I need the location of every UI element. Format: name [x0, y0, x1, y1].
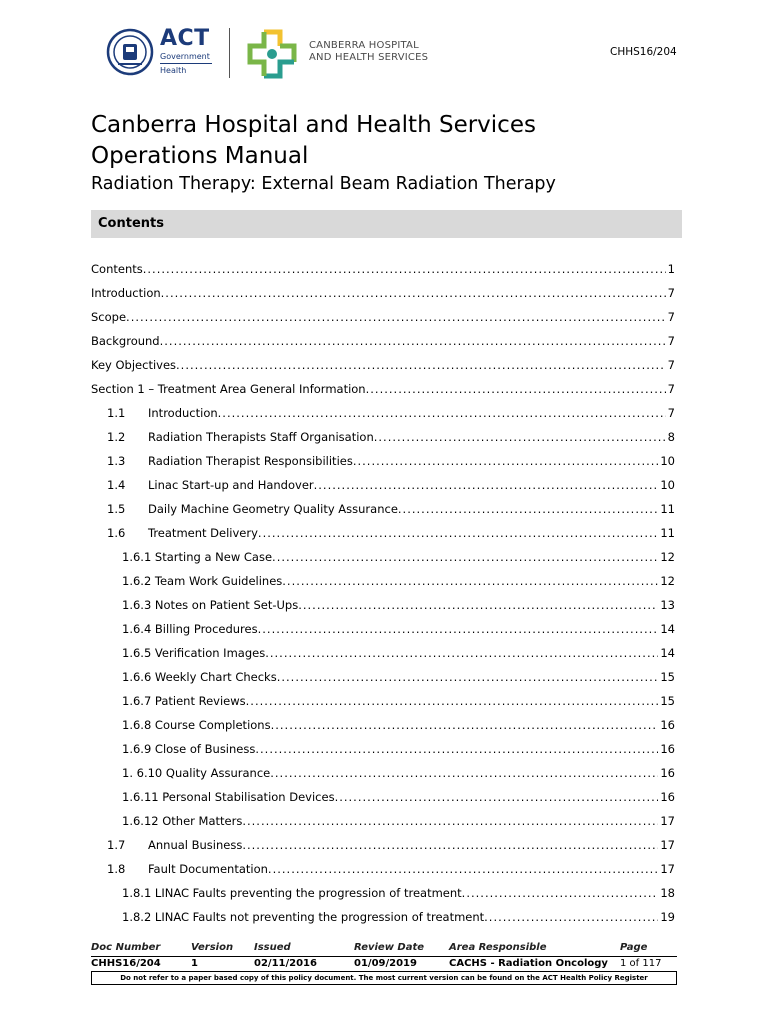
toc-entry-page: 11 [660, 526, 675, 540]
toc-entry-label: Fault Documentation [148, 862, 268, 876]
toc-entry-page: 17 [660, 862, 675, 876]
footer-review-date: 01/09/2019 [354, 958, 417, 969]
toc-entry[interactable] [91, 547, 675, 571]
footer-values-row [91, 956, 677, 970]
toc-entry[interactable] [91, 571, 675, 595]
footer-header-issued: Issued [254, 942, 291, 953]
toc-entry-label: 1.6.11 Personal Stabilisation Devices [122, 790, 335, 804]
chs-logo-line1: CANBERRA HOSPITAL [309, 40, 419, 51]
toc-entry-number: 1.6 [107, 526, 126, 540]
toc-dot-leader [143, 259, 666, 279]
toc-dot-leader [218, 403, 666, 423]
toc-entry[interactable] [91, 739, 675, 763]
footer-header-row [91, 940, 677, 956]
footer-area-responsible: CACHS - Radiation Oncology [449, 958, 608, 969]
toc-entry-page: 16 [660, 790, 675, 804]
toc-entry-page: 11 [660, 502, 675, 516]
toc-entry[interactable] [91, 691, 675, 715]
toc-entry-label: Contents [91, 262, 143, 276]
footer-header-review-date: Review Date [354, 942, 425, 953]
toc-dot-leader [242, 835, 658, 855]
toc-entry-label: Introduction [148, 406, 218, 420]
toc-entry[interactable] [91, 403, 675, 427]
toc-entry[interactable] [91, 811, 675, 835]
table-of-contents [91, 259, 675, 931]
toc-entry-label: 1.6.12 Other Matters [122, 814, 243, 828]
act-government-health-logo [106, 26, 212, 80]
document-subtitle: Radiation Therapy: External Beam Radiation Therapy [91, 174, 556, 194]
toc-entry-page: 12 [660, 574, 675, 588]
toc-entry[interactable] [91, 859, 675, 883]
toc-entry-page: 19 [660, 910, 675, 924]
toc-dot-leader [484, 907, 658, 927]
toc-entry[interactable] [91, 643, 675, 667]
chs-logo-line2: AND HEALTH SERVICES [309, 52, 429, 63]
page-header [0, 0, 768, 100]
toc-entry-label: 1.6.8 Course Completions [122, 718, 271, 732]
contents-heading: Contents [98, 216, 164, 231]
toc-entry-label: Section 1 – Treatment Area General Information [91, 382, 366, 396]
toc-entry-page: 17 [660, 814, 675, 828]
toc-entry-number: 1.2 [107, 430, 126, 444]
toc-entry-page: 13 [660, 598, 675, 612]
toc-entry[interactable] [91, 451, 675, 475]
toc-entry[interactable] [91, 307, 675, 331]
toc-dot-leader [161, 283, 666, 303]
toc-dot-leader [160, 331, 666, 351]
toc-entry-page: 7 [667, 334, 675, 348]
toc-entry-label: Radiation Therapist Responsibilities [148, 454, 353, 468]
toc-entry-number: 1.7 [107, 838, 126, 852]
toc-entry[interactable] [91, 763, 675, 787]
toc-entry-label: 1.6.1 Starting a New Case [122, 550, 273, 564]
act-logo-rule [160, 63, 212, 64]
toc-entry-page: 1 [667, 262, 675, 276]
toc-entry[interactable] [91, 427, 675, 451]
toc-entry[interactable] [91, 835, 675, 859]
toc-entry[interactable] [91, 787, 675, 811]
toc-entry[interactable] [91, 499, 675, 523]
toc-entry[interactable] [91, 715, 675, 739]
document-title [91, 110, 536, 172]
toc-entry-label: 1.6.5 Verification Images [122, 646, 266, 660]
title-line-2: Operations Manual [91, 143, 309, 169]
toc-entry-label: 1.6.2 Team Work Guidelines [122, 574, 283, 588]
toc-dot-leader [366, 379, 666, 399]
toc-entry-label: 1.8.2 LINAC Faults not preventing the progression of treatment [122, 910, 485, 924]
toc-dot-leader [258, 619, 659, 639]
toc-entry-number: 1.5 [107, 502, 126, 516]
toc-entry-label: Introduction [91, 286, 161, 300]
toc-dot-leader [277, 667, 659, 687]
toc-entry-page: 15 [660, 670, 675, 684]
toc-entry[interactable] [91, 883, 675, 907]
footer-header-page: Page [620, 942, 648, 953]
toc-dot-leader [268, 859, 658, 879]
toc-entry-page: 7 [667, 310, 675, 324]
toc-entry-number: 1.1 [107, 406, 126, 420]
footer-header-area-responsible: Area Responsible [449, 942, 547, 953]
toc-dot-leader [271, 715, 659, 735]
toc-dot-leader [255, 739, 658, 759]
footer-header-doc-number: Doc Number [91, 942, 161, 953]
toc-entry-label: Linac Start-up and Handover [148, 478, 314, 492]
toc-dot-leader [462, 883, 659, 903]
document-footer [91, 940, 677, 985]
toc-entry-label: Annual Business [148, 838, 243, 852]
toc-dot-leader [270, 763, 658, 783]
toc-entry-number: 1.4 [107, 478, 126, 492]
toc-entry-label: 1.6.4 Billing Procedures [122, 622, 258, 636]
toc-dot-leader [126, 307, 666, 327]
toc-dot-leader [314, 475, 659, 495]
toc-entry-label: Treatment Delivery [148, 526, 258, 540]
toc-dot-leader [246, 691, 659, 711]
toc-entry-page: 7 [667, 382, 675, 396]
toc-entry-page: 7 [667, 286, 675, 300]
toc-dot-leader [398, 499, 658, 519]
toc-dot-leader [258, 523, 658, 543]
footer-header-version: Version [191, 942, 234, 953]
toc-entry-label: 1.6.3 Notes on Patient Set-Ups [122, 598, 299, 612]
act-logo-health: Health [160, 66, 187, 75]
toc-entry-number: 1.8 [107, 862, 126, 876]
toc-entry-label: 1.8.1 LINAC Faults preventing the progression of treatment [122, 886, 462, 900]
toc-entry-number: 1.3 [107, 454, 126, 468]
toc-entry-label: Background [91, 334, 160, 348]
toc-entry[interactable] [91, 283, 675, 307]
toc-entry[interactable] [91, 475, 675, 499]
toc-entry-page: 14 [660, 646, 675, 660]
document-reference: CHHS16/204 [610, 46, 677, 58]
toc-entry-page: 8 [667, 430, 675, 444]
act-crest-icon [106, 28, 154, 76]
toc-dot-leader [272, 547, 658, 567]
toc-entry[interactable] [91, 595, 675, 619]
toc-entry-page: 7 [667, 358, 675, 372]
toc-entry-page: 16 [660, 766, 675, 780]
act-logo-government: Government [160, 52, 210, 61]
footer-issued: 02/11/2016 [254, 958, 317, 969]
toc-entry-label: 1.6.7 Patient Reviews [122, 694, 246, 708]
toc-entry[interactable] [91, 523, 675, 547]
toc-entry-page: 12 [660, 550, 675, 564]
toc-entry-label: 1. 6.10 Quality Assurance [122, 766, 271, 780]
toc-entry[interactable] [91, 331, 675, 355]
toc-entry-label: Radiation Therapists Staff Organisation [148, 430, 374, 444]
toc-entry-page: 18 [660, 886, 675, 900]
contents-heading-bar [91, 210, 682, 238]
toc-entry[interactable] [91, 667, 675, 691]
toc-entry-label: Key Objectives [91, 358, 177, 372]
act-logo-word: ACT [160, 26, 210, 51]
footer-version: 1 [191, 958, 198, 969]
toc-entry[interactable] [91, 259, 675, 283]
footer-page: 1 of 117 [620, 958, 662, 969]
toc-entry-page: 7 [667, 406, 675, 420]
toc-dot-leader [335, 787, 659, 807]
toc-entry-page: 16 [660, 718, 675, 732]
toc-dot-leader [282, 571, 658, 591]
logo-divider [229, 28, 230, 78]
toc-dot-leader [298, 595, 658, 615]
toc-entry[interactable] [91, 907, 675, 931]
toc-dot-leader [265, 643, 658, 663]
toc-entry-page: 14 [660, 622, 675, 636]
toc-dot-leader [374, 427, 666, 447]
toc-entry-label: Scope [91, 310, 127, 324]
toc-entry-page: 10 [660, 454, 675, 468]
toc-entry-page: 10 [660, 478, 675, 492]
toc-entry-page: 16 [660, 742, 675, 756]
chs-logo-text [309, 40, 428, 64]
toc-dot-leader [176, 355, 666, 375]
toc-dot-leader [242, 811, 658, 831]
toc-dot-leader [353, 451, 659, 471]
toc-entry[interactable] [91, 619, 675, 643]
toc-entry-label: 1.6.6 Weekly Chart Checks [122, 670, 277, 684]
toc-entry[interactable] [91, 379, 675, 403]
toc-entry[interactable] [91, 355, 675, 379]
footer-notice: Do not refer to a paper based copy of this policy document. The most current version can be found on the ACT Health Policy Register [91, 971, 677, 985]
footer-doc-number: CHHS16/204 [91, 958, 161, 969]
toc-entry-label: 1.6.9 Close of Business [122, 742, 256, 756]
toc-entry-page: 15 [660, 694, 675, 708]
chs-cross-icon [246, 28, 298, 80]
title-line-1: Canberra Hospital and Health Services [91, 112, 536, 138]
toc-entry-label: Daily Machine Geometry Quality Assurance [148, 502, 398, 516]
toc-entry-page: 17 [660, 838, 675, 852]
